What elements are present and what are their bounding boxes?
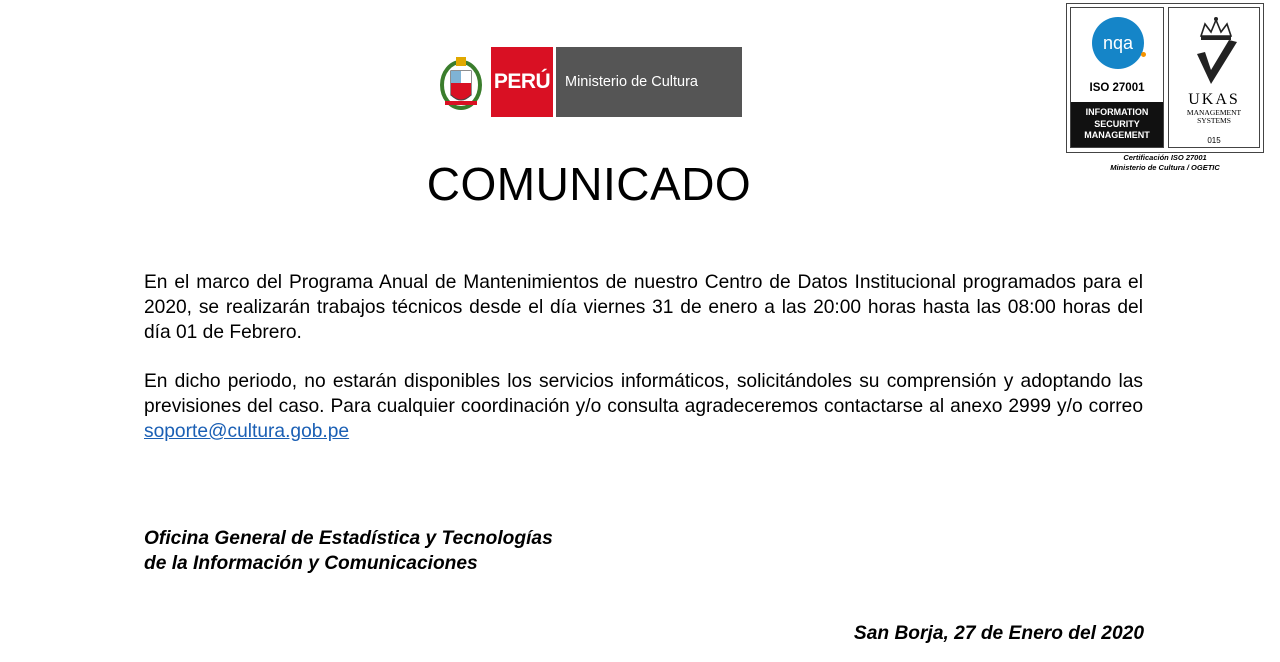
support-email-link[interactable]: soporte@cultura.gob.pe bbox=[144, 421, 350, 442]
crown-check-icon bbox=[1193, 14, 1239, 88]
ukas-number: 015 bbox=[1207, 136, 1221, 145]
ministry-name: Ministerio de Cultura bbox=[556, 47, 742, 117]
nqa-logo: nqa bbox=[1092, 17, 1144, 69]
certification-badges bbox=[1066, 3, 1264, 153]
ism-block: INFORMATION SECURITY MANAGEMENT bbox=[1071, 102, 1163, 147]
place-date: San Borja, 27 de Enero del 2020 bbox=[853, 623, 1144, 644]
iso-label: ISO 27001 bbox=[1089, 82, 1145, 94]
coat-of-arms-icon bbox=[437, 47, 485, 117]
office-signature: Oficina General de Estadística y Tecnologías de la Información y Comunicaciones bbox=[144, 528, 553, 574]
paragraph-availability: En dicho periodo, no estarán disponibles los servicios informáticos, solicitándoles su comprensión y adoptando las previsiones del caso. Para cualquier coordinación y/o consulta agradeceremos contactarse al anexo 2999 y/o correo soporte@cultura.gob.pe bbox=[144, 371, 1143, 442]
ukas-badge bbox=[1168, 7, 1260, 148]
ukas-subtitle: MANAGEMENT SYSTEMS bbox=[1186, 108, 1242, 125]
paragraph-maintenance: En el marco del Programa Anual de Mantenimientos de nuestro Centro de Datos Institucional programados para el 2020, se realizarán trabajos técnicos desde el día viernes 31 de enero a las 20:00 horas hasta las 08:00 horas del día 01 de Febrero. bbox=[144, 272, 1143, 343]
ministry-logo bbox=[437, 47, 742, 117]
nqa-badge bbox=[1070, 7, 1164, 148]
certification-caption: Certificación ISO 27001 Ministerio de Cultura / OGETIC bbox=[1110, 153, 1220, 172]
peru-brand: PERÚ bbox=[491, 47, 553, 117]
ukas-title: UKAS bbox=[1188, 91, 1240, 108]
page-title: COMUNICADO bbox=[426, 158, 752, 210]
